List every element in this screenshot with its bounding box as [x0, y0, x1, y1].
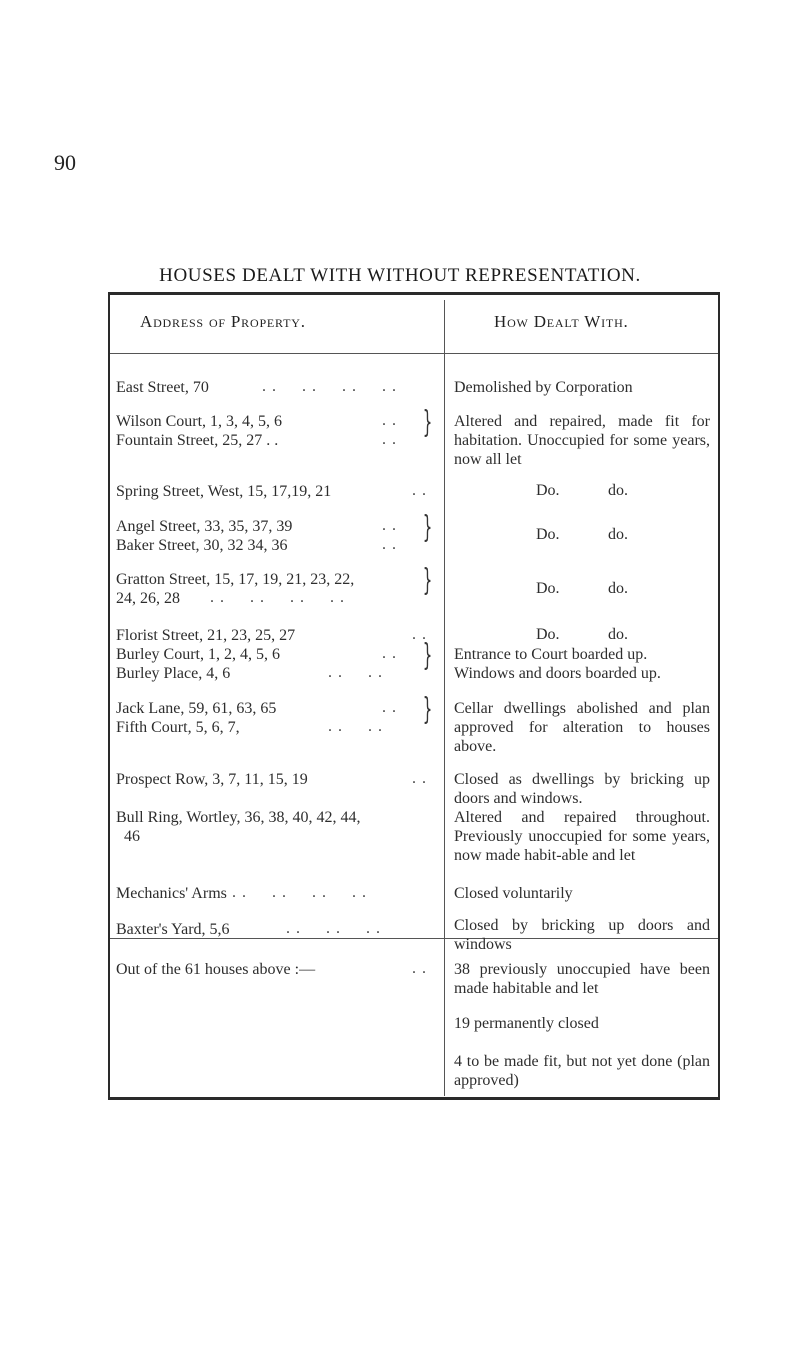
- address-fountain-street: Fountain Street, 25, 27 . .: [116, 432, 279, 449]
- brace-icon: }: [422, 405, 433, 440]
- ditto-do-lower: do.: [608, 526, 628, 543]
- leader-dots: . .: [412, 960, 427, 977]
- how-prospect-row: Closed as dwellings by bricking up doors and windows.: [454, 771, 710, 807]
- leader-dots: . . . . . . . .: [232, 884, 367, 901]
- address-wilson-court: Wilson Court, 1, 3, 4, 5, 6: [116, 413, 283, 430]
- brace-icon: }: [422, 638, 433, 673]
- address-florist-street: Florist Street, 21, 23, 25, 27: [116, 627, 296, 644]
- ditto-do-lower: do.: [608, 580, 628, 597]
- header-rule: [110, 353, 718, 354]
- address-spring-street: Spring Street, West, 15, 17,19, 21: [116, 483, 332, 500]
- ditto-do: Do.: [536, 526, 560, 543]
- page-title: HOUSES DEALT WITH WITHOUT REPRESENTATION.: [159, 265, 641, 286]
- summary-item: 38 previously unoccupied have been made habitable and let: [454, 961, 710, 997]
- address-mechanics-arms: Mechanics' Arms: [116, 885, 227, 902]
- address-gratton-street: Gratton Street, 15, 17, 19, 21, 23, 22,: [116, 571, 355, 588]
- address-east-street: East Street, 70: [116, 379, 209, 396]
- leader-dots: . .: [382, 412, 397, 429]
- ditto-do-lower: do.: [608, 626, 628, 643]
- summary-item: 19 permanently closed: [454, 1015, 599, 1032]
- address-baxters-yard: Baxter's Yard, 5,6: [116, 921, 230, 938]
- how-mechanics-arms: Closed voluntarily: [454, 885, 573, 902]
- address-bull-ring: Bull Ring, Wortley, 36, 38, 40, 42, 44,: [116, 809, 361, 826]
- how-baxters-yard: Closed by bricking up doors and windows: [454, 917, 710, 953]
- header-how-dealt-with: How Dealt With.: [494, 312, 629, 331]
- brace-icon: }: [422, 510, 433, 545]
- address-angel-street: Angel Street, 33, 35, 37, 39: [116, 518, 293, 535]
- leader-dots: . .: [382, 645, 397, 662]
- leader-dots: . .: [382, 536, 397, 553]
- column-divider: [444, 300, 445, 1096]
- how-east-street: Demolished by Corporation: [454, 379, 633, 396]
- leader-dots: . . . .: [328, 718, 383, 735]
- ditto-do: Do.: [536, 482, 560, 499]
- how-burley-court: Entrance to Court boarded up.: [454, 646, 648, 663]
- leader-dots: . .: [412, 482, 427, 499]
- header-address: Address of Property.: [140, 312, 306, 331]
- summary-item: 4 to be made fit, but not yet done (plan approved): [454, 1053, 710, 1089]
- leader-dots: . .: [412, 626, 427, 643]
- address-burley-court: Burley Court, 1, 2, 4, 5, 6: [116, 646, 280, 663]
- address-bull-ring-cont: 46: [124, 828, 140, 845]
- page-number: 90: [54, 150, 76, 175]
- address-fifth-court: Fifth Court, 5, 6, 7,: [116, 719, 240, 736]
- address-baker-street: Baker Street, 30, 32 34, 36: [116, 537, 288, 554]
- brace-icon: }: [422, 692, 433, 727]
- address-prospect-row: Prospect Row, 3, 7, 11, 15, 19: [116, 771, 308, 788]
- how-bull-ring: Altered and repaired throughout. Previously unoccupied for some years, now made habit-able and let: [454, 809, 710, 864]
- leader-dots: . . . .: [328, 664, 383, 681]
- leader-dots: . . . . . .: [286, 920, 381, 937]
- leader-dots: . .: [382, 699, 397, 716]
- leader-dots: . . . . . . . .: [210, 589, 345, 606]
- brace-icon: }: [422, 563, 433, 598]
- summary-label: Out of the 61 houses above :—: [116, 961, 316, 978]
- address-gratton-street-cont: 24, 26, 28: [116, 590, 180, 607]
- how-wilson-court: Altered and repaired, made fit for habitation. Unoccupied for some years, now all let: [454, 413, 710, 468]
- ditto-do: Do.: [536, 626, 560, 643]
- how-burley-place: Windows and doors boarded up.: [454, 665, 661, 682]
- ditto-do: Do.: [536, 580, 560, 597]
- leader-dots: . . . . . . . .: [262, 378, 397, 395]
- ditto-do-lower: do.: [608, 482, 628, 499]
- address-jack-lane: Jack Lane, 59, 61, 63, 65: [116, 700, 277, 717]
- leader-dots: . .: [412, 770, 427, 787]
- how-jack-lane: Cellar dwellings abolished and plan approved for alteration to houses above.: [454, 700, 710, 755]
- leader-dots: . .: [382, 517, 397, 534]
- address-burley-place: Burley Place, 4, 6: [116, 665, 231, 682]
- leader-dots: . .: [382, 431, 397, 448]
